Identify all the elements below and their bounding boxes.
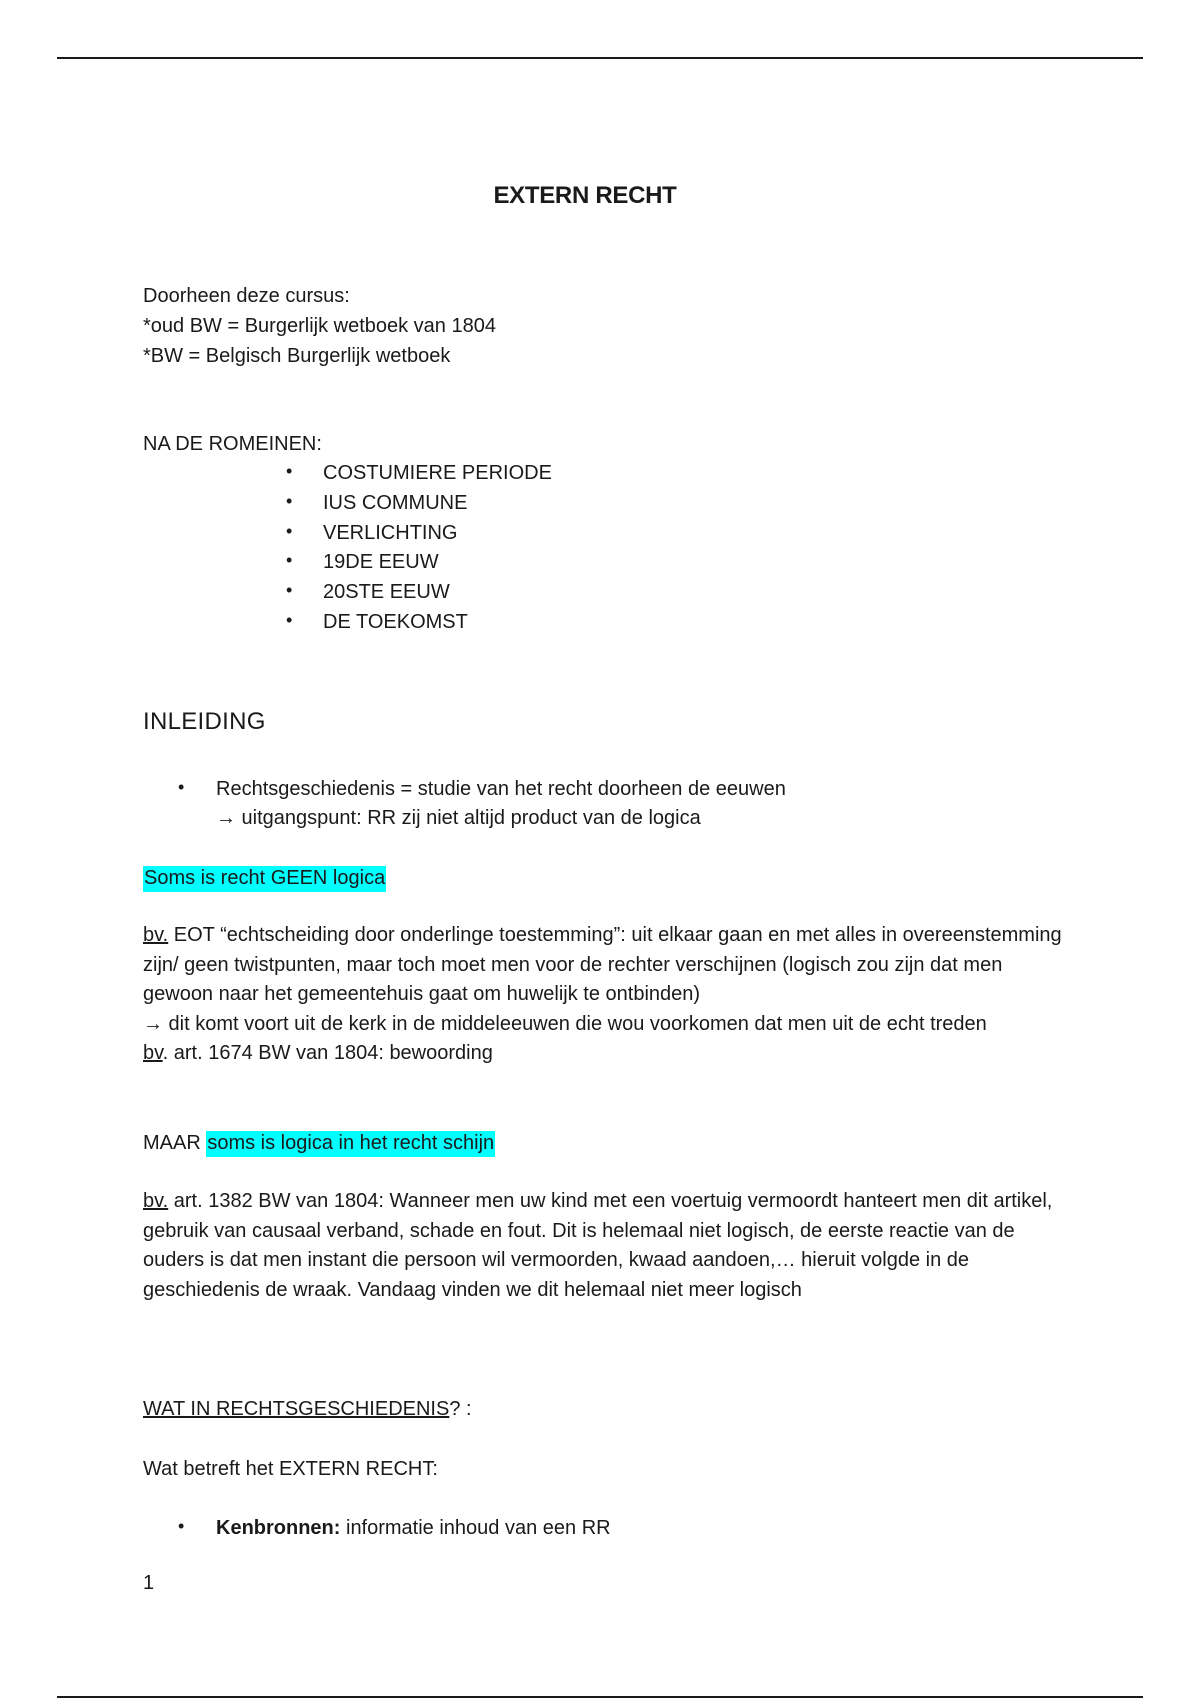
period-label: VERLICHTING [323,522,458,544]
bullet-icon: • [286,521,293,541]
example-paragraph-2 [143,1187,1063,1305]
bullet-icon: • [286,491,293,511]
bullet-icon: • [178,777,185,797]
document-title: EXTERN RECHT [493,182,677,209]
highlighted-text: Soms is recht GEEN logica [143,866,386,892]
maar-statement [143,1128,495,1158]
inleiding-bullet-line-2: → uitgangspunt: RR zij niet altijd product van de logica [216,807,701,829]
period-label: 20STE EEUW [323,581,450,603]
period-label: IUS COMMUNE [323,492,468,514]
maar-prefix: MAAR [143,1132,207,1154]
top-rule [57,57,1143,59]
heading-suffix: ? : [449,1398,472,1420]
extern-recht-line: Wat betreft het EXTERN RECHT: [143,1458,438,1480]
highlighted-text: soms is logica in het recht schijn [206,1131,495,1157]
bullet-icon: • [286,580,293,600]
underlined-heading: WAT IN RECHTSGESCHIEDENIS [143,1398,450,1420]
example-text: EOT “echtscheiding door onderlinge toestemming”: uit elkaar gaan en met alles in overeenstemming zijn/ geen twistpunten, maar toch moet men voor de rechter verschijnen (logisch zou zijn dat men gewoon naar het gemeentehuis gaat om huwelijk te ontbinden) [143,924,1062,1005]
arrow-text: → dit komt voort uit de kerk in de middeleeuwen die wou voorkomen dat men uit de echt treden [143,1012,987,1035]
intro-line-1: Doorheen deze cursus: [143,285,350,307]
inleiding-bullet-line-1: Rechtsgeschiedenis = studie van het recht doorheen de eeuwen [216,778,786,800]
period-label: 19DE EEUW [323,551,439,573]
kenbronnen-item [216,1513,611,1543]
highlight-statement-1 [143,863,386,893]
bv-label: bv. [143,924,169,946]
example-paragraph-1 [143,921,1063,1069]
bottom-rule [57,1696,1143,1698]
intro-line-3: *BW = Belgisch Burgerlijk wetboek [143,345,451,367]
intro-line-2: *oud BW = Burgerlijk wetboek van 1804 [143,315,496,337]
section-heading-inleiding: INLEIDING [143,708,266,735]
bullet-icon: • [286,550,293,570]
example-text: art. 1382 BW van 1804: Wanneer men uw kind met een voertuig vermoordt hanteert men dit artikel, gebruik van causaal verband, schade en fout. Dit is helemaal niet logisch, de eerste reactie van de ouders is dat men instant die persoon wil vermoorden, kwaad aandoen,… hieruit volgde in de geschiedenis de wraak. Vandaag vinden we dit helemaal niet meer logisch [143,1190,1053,1301]
bullet-icon: • [286,610,293,630]
bullet-icon: • [286,461,293,481]
kenbronnen-definition: informatie inhoud van een RR [340,1517,611,1539]
page-number: 1 [143,1572,155,1594]
kenbronnen-term: Kenbronnen: [216,1517,341,1539]
section-heading-wat-in [143,1394,472,1424]
bullet-icon: • [178,1516,185,1536]
bv-label: bv [143,1042,163,1064]
example-text: . art. 1674 BW van 1804: bewoording [162,1042,493,1064]
period-label: COSTUMIERE PERIODE [323,462,552,484]
bv-label: bv. [143,1190,169,1212]
periods-heading: NA DE ROMEINEN: [143,433,322,455]
period-label: DE TOEKOMST [323,611,468,633]
